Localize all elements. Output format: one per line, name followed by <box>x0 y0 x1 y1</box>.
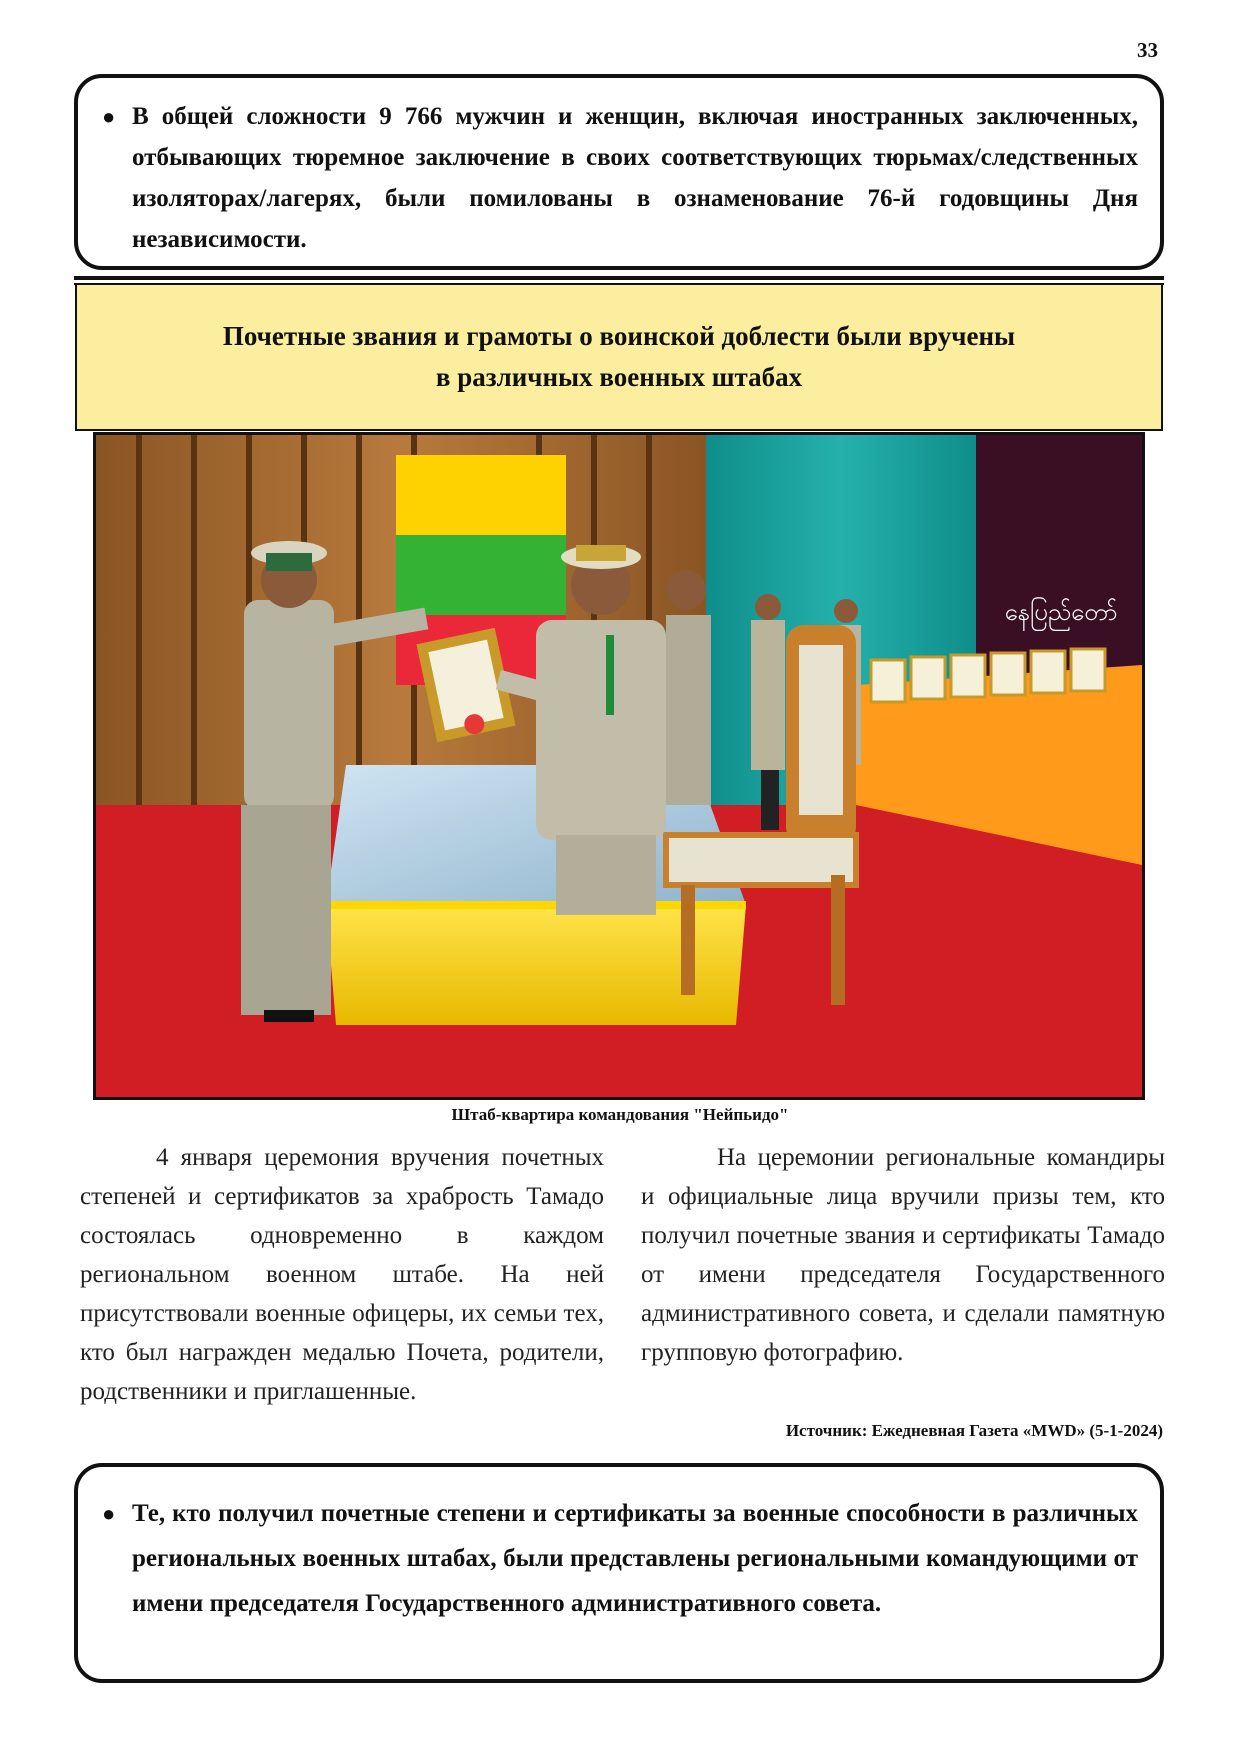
article-source: Источник: Ежедневная Газета «MWD» (5-1-2024) <box>785 1421 1163 1440</box>
top-bullet-paragraph <box>102 96 1138 260</box>
ceremony-photo <box>93 432 1145 1100</box>
ceremony-photo-illustration <box>96 435 1142 1097</box>
top-bullet-box <box>74 74 1164 270</box>
bottom-bullet-text: Те, кто получил почетные степени и сертификаты за военные способности в различных региональных военных штабах, были представлены региональными командующими от имени председателя Государственного административного совета. <box>132 1500 1138 1617</box>
backdrop-banner-text: နေပြည်တော် <box>1004 598 1118 626</box>
headline-line2: в различных военных штабах <box>435 362 803 392</box>
bullet-dot-icon: ● <box>102 1501 116 1526</box>
photo-caption: Штаб-квартира командования "Нейпьидо" <box>451 1105 789 1124</box>
bottom-bullet-box <box>74 1463 1164 1683</box>
article-column-right <box>641 1138 1165 1372</box>
article-column-left <box>80 1138 604 1411</box>
bottom-bullet-paragraph <box>102 1491 1138 1626</box>
top-bullet-text: В общей сложности 9 766 мужчин и женщин, включая иностранных заключенных, отбывающих тюремное заключение в своих соответствующих тюрьмах/следственных изоляторах/лагерях, были помилованы в ознаменование 76-й годовщины Дня независимости. <box>132 103 1138 253</box>
page-number: 33 <box>1137 38 1158 62</box>
bullet-dot-icon: ● <box>102 104 116 129</box>
article-paragraph-left: 4 января церемония вручения почетных степеней и сертификатов за храбрость Тамадо состоялась одновременно в каждом региональном военном штабе. На ней присутствовали военные офицеры, их семьи тех, кто был награжден медалью Почета, родители, родственники и приглашенные. <box>80 1144 604 1405</box>
article-paragraph-right: На церемонии региональные командиры и официальные лица вручили призы тем, кто получил почетные звания и сертификаты Тамадо от имени председателя Государственного административного совета, и сделали памятную групповую фотографию. <box>641 1144 1165 1366</box>
headline-box <box>75 283 1163 431</box>
section-divider <box>74 276 1164 280</box>
headline <box>223 316 1015 398</box>
headline-line1: Почетные звания и грамоты о воинской доблести были вручены <box>222 321 1016 351</box>
